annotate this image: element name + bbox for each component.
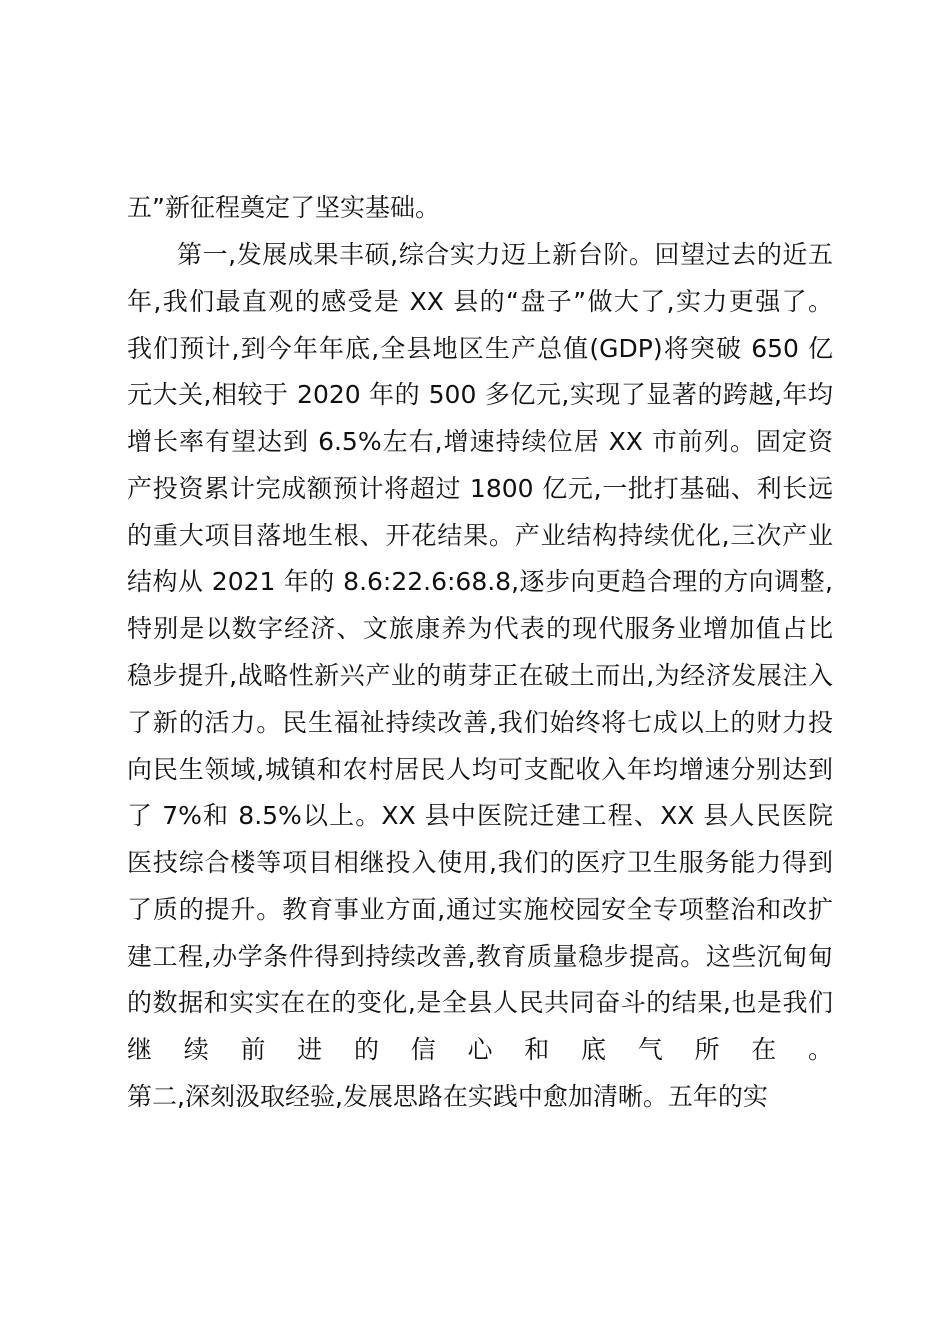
paragraph-1-first-line: 第一,发展成果丰硕,综合实力迈上新台阶。回望过去的近五	[177, 240, 833, 269]
text-line: 了新的活力。民生福祉持续改善,我们始终将七成以上的财力投	[127, 708, 833, 737]
text-line: 我们预计,到今年年底,全县地区生产总值(GDP)将突破 650 亿	[127, 334, 833, 363]
text-line: 的重大项目落地生根、开花结果。产业结构持续优化,三次产业	[127, 521, 833, 550]
paragraph-1-last-line: 第二,深刻汲取经验,发展思路在实践中愈加清晰。五年的实	[127, 1082, 768, 1111]
text-line: 稳步提升,战略性新兴产业的萌芽正在破土而出,为经济发展注入	[127, 661, 833, 690]
text-line: 继续前进的信心和底气所在。	[127, 1035, 833, 1064]
text-line: 医技综合楼等项目相继投入使用,我们的医疗卫生服务能力得到	[127, 848, 833, 877]
text-line: 产投资累计完成额预计将超过 1800 亿元,一批打基础、利长远	[127, 474, 833, 503]
text-line: 了 7%和 8.5%以上。XX 县中医院迁建工程、XX 县人民医院	[127, 801, 833, 830]
text-line: 元大关,相较于 2020 年的 500 多亿元,实现了显著的跨越,年均	[127, 380, 833, 409]
text-line: 了质的提升。教育事业方面,通过实施校园安全专项整治和改扩	[127, 895, 833, 924]
paragraph-2-first-line	[177, 1134, 833, 1174]
text-line: 结构从 2021 年的 8.6:22.6:68.8,逐步向更趋合理的方向调整,	[127, 567, 833, 596]
text-line: 五”新征程奠定了坚实基础。	[127, 193, 440, 222]
text-line: 向民生领域,城镇和农村居民人均可支配收入年均增速分别达到	[127, 755, 833, 784]
text-line: 特别是以数字经济、文旅康养为代表的现代服务业增加值占比	[127, 614, 833, 643]
text-line: 增长率有望达到 6.5%左右,增速持续位居 XX 市前列。固定资	[127, 427, 833, 456]
text-line: 年,我们最直观的感受是 XX 县的“盘子”做大了,实力更强了。	[127, 287, 833, 316]
text-line: 建工程,办学条件得到持续改善,教育质量稳步提高。这些沉甸甸	[127, 942, 833, 971]
text-line: 的数据和实实在在的变化,是全县人民共同奋斗的结果,也是我们	[127, 988, 833, 1017]
